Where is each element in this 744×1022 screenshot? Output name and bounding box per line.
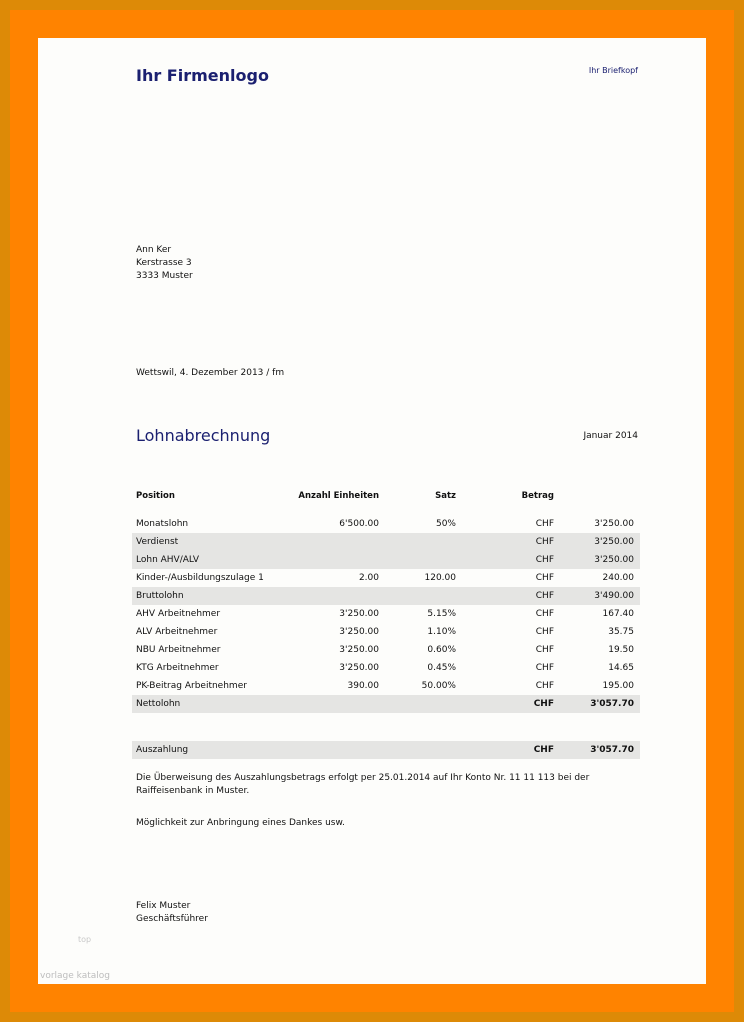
cell-position: AHV Arbeitnehmer (136, 609, 221, 619)
cell-currency: CHF (535, 663, 554, 673)
cell-betrag: 3'057.70 (590, 699, 634, 709)
cell-position: Kinder-/Ausbildungszulage 1 (136, 573, 264, 583)
table-row (132, 677, 640, 695)
table-row (132, 605, 640, 623)
place-date-line: Wettswil, 4. Dezember 2013 / fm (136, 368, 285, 378)
table-row (132, 587, 640, 605)
cell-satz: 120.00 (424, 573, 456, 583)
cell-anzahl: 3'250.00 (339, 627, 379, 637)
cell-position: PK-Beitrag Arbeitnehmer (136, 681, 247, 691)
cell-satz: 50% (435, 519, 456, 529)
cell-satz: 5.15% (427, 609, 456, 619)
payment-note: Die Überweisung des Auszahlungsbetrags erfolgt per 25.01.2014 auf Ihr Konto Nr. 11 11 113 bei der Raiffeisenbank in Muster. (136, 773, 590, 796)
cell-position: NBU Arbeitnehmer (136, 645, 221, 655)
document-page (38, 38, 706, 984)
cell-currency: CHF (533, 745, 554, 755)
cell-currency: CHF (535, 573, 554, 583)
table-row (132, 623, 640, 641)
header-anzahl: Anzahl Einheiten (298, 491, 379, 501)
cell-betrag: 19.50 (608, 645, 634, 655)
table-row (132, 641, 640, 659)
signer-role: Geschäftsführer (136, 914, 208, 924)
cell-currency: CHF (535, 537, 554, 547)
cell-position: Auszahlung (136, 745, 189, 755)
cell-anzahl: 3'250.00 (339, 663, 379, 673)
cell-currency: CHF (535, 519, 554, 529)
table-row (132, 551, 640, 569)
cell-currency: CHF (535, 591, 554, 601)
signer-name: Felix Muster (136, 901, 191, 911)
cell-currency: CHF (535, 609, 554, 619)
recipient-street: Kerstrasse 3 (136, 258, 192, 268)
thanks-note: Möglichkeit zur Anbringung eines Dankes usw. (136, 818, 345, 828)
payroll-table (132, 487, 640, 759)
cell-betrag: 3'057.70 (590, 745, 634, 755)
cell-currency: CHF (535, 627, 554, 637)
signature-block (136, 900, 208, 926)
cell-position: KTG Arbeitnehmer (136, 663, 219, 673)
cell-betrag: 195.00 (602, 681, 634, 691)
cell-position: Verdienst (136, 537, 179, 547)
cell-betrag: 3'250.00 (594, 555, 634, 565)
document-title: Lohnabrechnung (136, 426, 271, 445)
cell-betrag: 3'250.00 (594, 519, 634, 529)
cell-betrag: 3'490.00 (594, 591, 634, 601)
cell-satz: 50.00% (421, 681, 456, 691)
recipient-name: Ann Ker (136, 245, 172, 255)
watermark-top: top (78, 935, 92, 944)
cell-currency: CHF (535, 555, 554, 565)
cell-anzahl: 3'250.00 (339, 609, 379, 619)
table-row-net (132, 695, 640, 713)
cell-anzahl: 3'250.00 (339, 645, 379, 655)
watermark-bottom: vorlage katalog (40, 971, 110, 981)
cell-currency: CHF (535, 681, 554, 691)
cell-position: Bruttolohn (136, 591, 184, 601)
cell-satz: 1.10% (427, 627, 456, 637)
cell-betrag: 3'250.00 (594, 537, 634, 547)
table-row (132, 659, 640, 677)
cell-betrag: 35.75 (608, 627, 634, 637)
recipient-city: 3333 Muster (136, 271, 193, 281)
table-row (132, 533, 640, 551)
cell-position: Monatslohn (136, 519, 189, 529)
cell-satz: 0.45% (427, 663, 456, 673)
recipient-address (136, 244, 193, 283)
header-position: Position (136, 491, 175, 501)
payout-row (132, 741, 640, 759)
cell-anzahl: 390.00 (347, 681, 379, 691)
cell-position: Nettolohn (136, 699, 181, 709)
letterhead-label: Ihr Briefkopf (588, 66, 638, 75)
header-satz: Satz (435, 491, 456, 501)
table-row (132, 515, 640, 533)
cell-anzahl: 2.00 (358, 573, 379, 583)
header-betrag: Betrag (521, 491, 554, 501)
payroll-period: Januar 2014 (583, 431, 638, 441)
company-logo-text: Ihr Firmenlogo (136, 66, 269, 85)
cell-currency: CHF (535, 645, 554, 655)
cell-betrag: 167.40 (602, 609, 634, 619)
cell-position: Lohn AHV/ALV (136, 555, 200, 565)
cell-betrag: 240.00 (602, 573, 634, 583)
table-header-row (132, 487, 640, 505)
table-row (132, 569, 640, 587)
cell-position: ALV Arbeitnehmer (136, 627, 218, 637)
cell-anzahl: 6'500.00 (339, 519, 379, 529)
cell-satz: 0.60% (427, 645, 456, 655)
cell-betrag: 14.65 (608, 663, 634, 673)
cell-currency: CHF (533, 699, 554, 709)
